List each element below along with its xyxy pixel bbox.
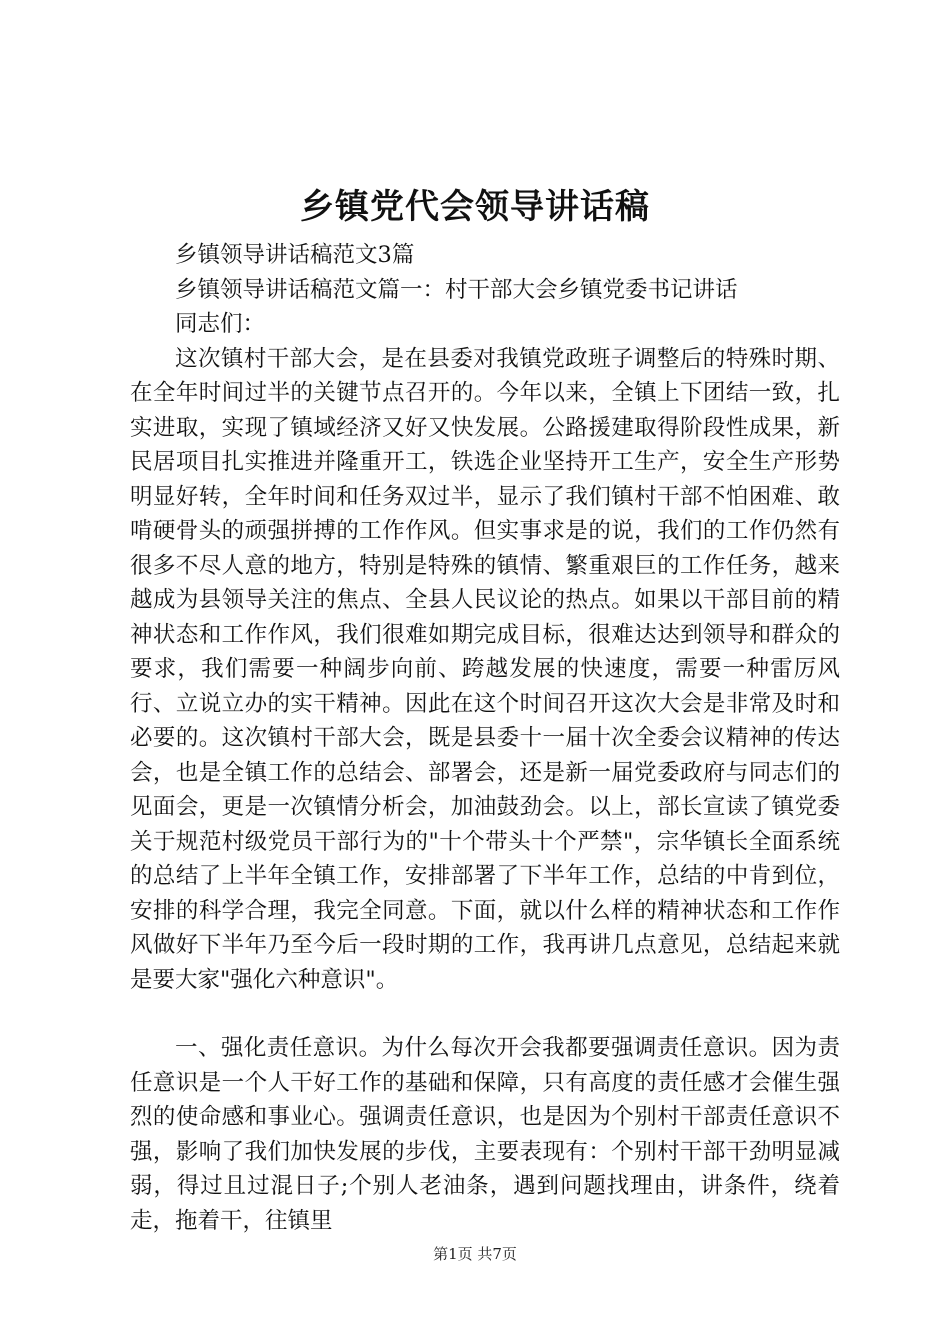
section-heading-paragraph: 乡镇领导讲话稿范文篇一：村干部大会乡镇党委书记讲话 xyxy=(175,276,738,303)
body-paragraph: 一、强化责任意识。为什么每次开会我都要强调责任意识。因为责任意识是一个人干好工作的基础和保障，只有高度的责任感才会催生强烈的使命感和事业心。强调责任意识，也是因为个别村干部责任意识不强，影响了我们加快发展的步伐，主要表现有：个别村干部干劲明显减弱，得过且过混日子;个别人老油条，遇到问题找理由，讲条件，绕着走，拖着干，往镇里 xyxy=(130,1035,840,1234)
subtitle-paragraph: 乡镇领导讲话稿范文3篇 xyxy=(175,242,415,268)
body-paragraph: 这次镇村干部大会，是在县委对我镇党政班子调整后的特殊时期、在全年时间过半的关键节点召开的。今年以来，全镇上下团结一致，扎实进取，实现了镇域经济又好又快发展。公路援建取得阶段性成果，新民居项目扎实推进并隆重开工，铁选企业坚持开工生产，安全生产形势明显好转，全年时间和任务双过半，显示了我们镇村干部不怕困难、敢啃硬骨头的顽强拼搏的工作作风。但实事求是的说，我们的工作仍然有很多不尽人意的地方，特别是特殊的镇情、繁重艰巨的工作任务，越来越成为县领导关注的焦点、全县人民议论的热点。如果以干部目前的精神状态和工作作风，我们很难如期完成目标，很难达达到领导和群众的要求，我们需要一种阔步向前、跨越发展的快速度，需要一种雷厉风行、立说立办的实干精神。因此在这个时间召开这次大会是非常及时和必要的。这次镇村干部大会，既是县委十一届十次全委会议精神的传达会，也是全镇工作的总结会、部署会，还是新一届党委政府与同志们的见面会，更是一次镇情分析会，加油鼓劲会。以上，部长宣读了镇党委关于规范村级党员干部行为的"十个带头十个严禁"，宗华镇长全面系统的总结了上半年全镇工作，安排部署了下半年工作，总结的中肯到位，安排的科学合理，我完全同意。下面，就以什么样的精神状态和工作作风做好下半年乃至今后一段时期的工作，我再讲几点意见，总结起来就是要大家"强化六种意识"。 xyxy=(130,345,840,993)
salutation-paragraph: 同志们： xyxy=(175,311,266,337)
page-number-footer: 第1页 共7页 xyxy=(433,1245,517,1263)
page-title: 乡镇党代会领导讲话稿 xyxy=(300,187,650,227)
document-body xyxy=(130,238,840,1238)
